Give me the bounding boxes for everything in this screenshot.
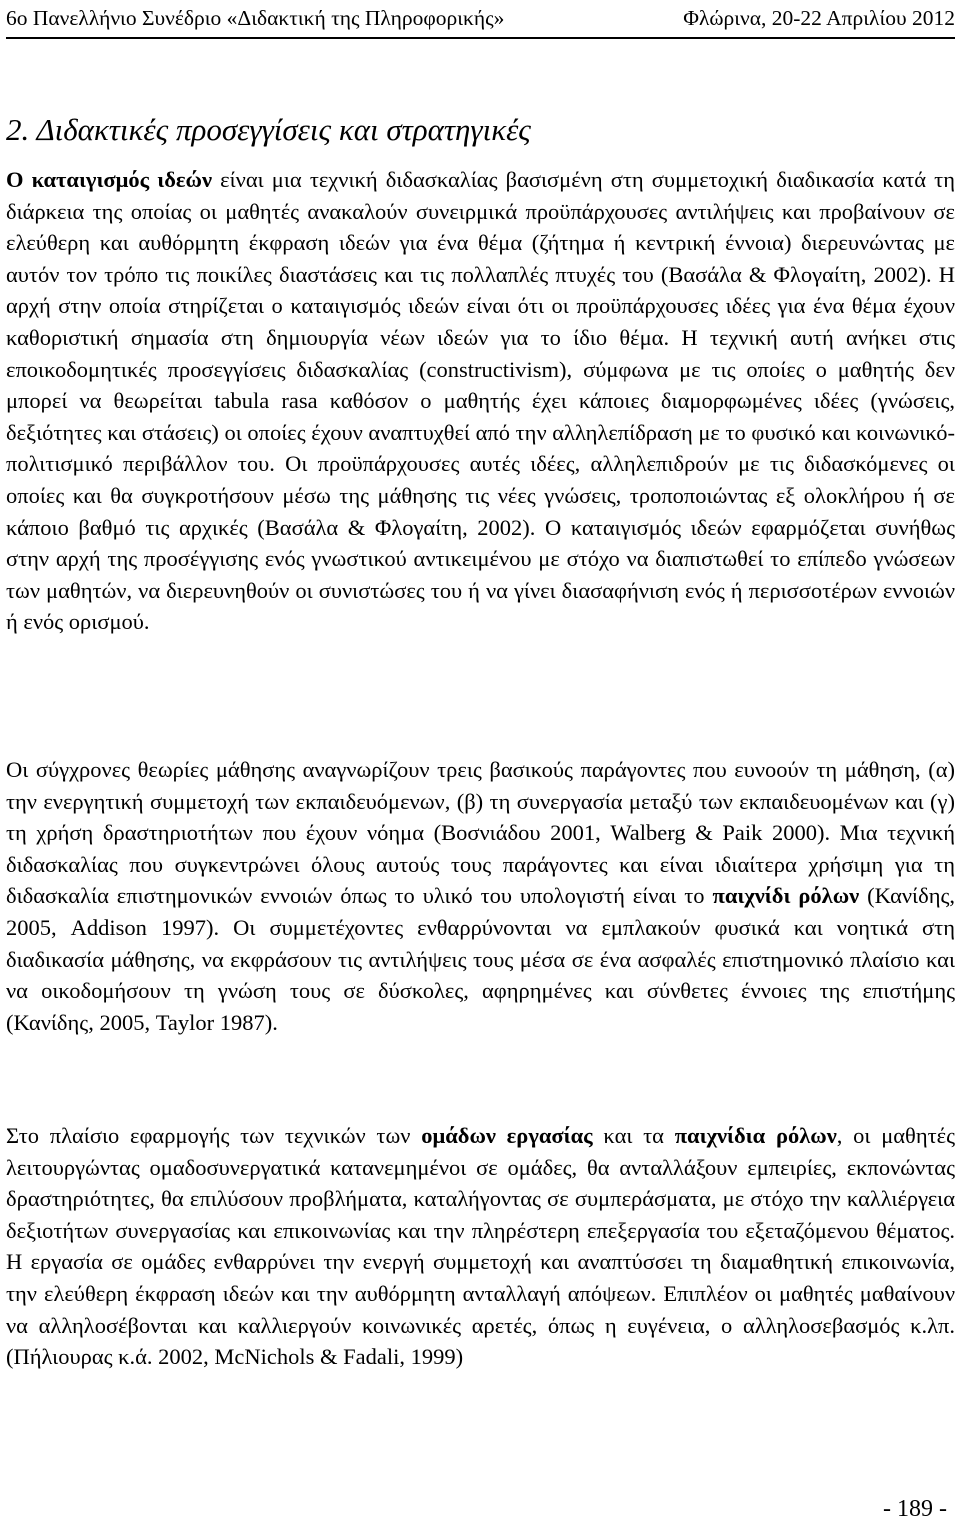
running-header: [6, 3, 955, 35]
page-number: - 189 -: [883, 1496, 947, 1522]
paragraph-text: (Κανίδης, 2005, Addison 1997). Οι συμμετέχοντες ενθαρρύνονται να εμπλακούν φυσικά και νοητικά στη διαδικασία μάθησης, να εκφράσουν τις αντιλήψεις τους μέσα σε ένα ασφαλές επιστημονικό πλαίσιο και να οικοδομήσουν τη γνώση τους σε δύσκολες, αφηρημένες και σύνθετες έννοιες της επιστήμης (Κανίδης, 2005, Taylor 1987).: [6, 883, 956, 1035]
paragraph-learning-theories: [6, 754, 955, 1038]
header-rule: [6, 37, 955, 39]
conference-location-date: Φλώρινα, 20-22 Απριλίου 2012: [683, 6, 955, 30]
bold-term: παιχνίδια ρόλων: [674, 1123, 837, 1148]
bold-term: παιχνίδι ρόλων: [712, 883, 860, 909]
paragraph-brainstorming: [6, 164, 955, 638]
bold-term: ομάδων εργασίας: [421, 1123, 593, 1148]
section-heading: 2. Διδακτικές προσεγγίσεις και στρατηγικές: [6, 112, 531, 147]
paragraph-text: , οι μαθητές λειτουργώντας ομαδοσυνεργατικά κατανεμημένοι σε ομάδες, θα ανταλλάξουν εμπειρίες, εκπονώντας δραστηριότητες, θα επιλύσουν προβλήματα, καταλήγοντας σε συμπεράσματα, με στόχο την καλλιέργεια δεξιοτήτων συνεργασίας και επικοινωνίας και την πληρέστερη επεξεργασία του εξεταζόμενου θέματος. Η εργασία σε ομάδες ενθαρρύνει την ενεργή συμμετοχή και αναπτύσσει τη διαμαθητική επικοινωνία, την ελεύθερη έκφραση ιδεών και την αυθόρμητη ανταλλαγή απόψεων. Επιπλέον οι μαθητές μαθαίνουν να αλληλοσέβονται και καλλιεργούν κοινωνικές αρετές, όπως η ευγένεια, ο αλληλοσεβασμός κ.λπ. (Πήλιουρας κ.ά. 2002, McNichols & Fadali, 1999): [6, 1123, 955, 1370]
paragraph-text: είναι μια τεχνική διδασκαλίας βασισμένη στη συμμετοχική διαδικασία κατά τη διάρκεια της οποίας οι μαθητές ανακαλούν συνειρμικά προϋπάρχουσες αντιλήψεις και προβαίνουν σε ελεύθερη και αυθόρμητη έκφραση ιδεών για ένα θέμα (ζήτημα ή κεντρική έννοια) διερευνώντας με αυτόν τον τρόπο τις ποικίλες διαστάσεις και τις πολλαπλές πτυχές του (Βασάλα & Φλογαίτη, 2002). Η αρχή στην οποία στηρίζεται ο καταιγισμός ιδεών είναι ότι οι προϋπάρχουσες ιδέες για ένα θέμα έχουν καθοριστική σημασία στη δημιουργία νέων ιδεών για το ίδιο θέμα. Η τεχνική αυτή ανήκει στις εποικοδομητικές προσεγγίσεις διδασκαλίας (constructivism), σύμφωνα με τις οποίες ο μαθητής δεν μπορεί να θεωρείται tabula rasa καθόσον ο μαθητής έχει κάποιες διαμορφωμένες ιδέες (γνώσεις, δεξιότητες και στάσεις) οι οποίες έχουν αναπτυχθεί από την αλληλεπίδραση με το φυσικό και κοινωνικό-πολιτισμικό περιβάλλον του. Οι προϋπάρχουσες αυτές ιδέες, αλληλεπιδρούν με τις διδασκόμενες οι οποίες και θα συγκροτήσουν μέσω της μάθησης τις νέες γνώσεις, τροποποιώντας εξ ολοκλήρου ή σε κάποιο βαθμό τις αρχικές (Βασάλα & Φλογαίτη, 2002). Ο καταιγισμός ιδεών εφαρμόζεται συνήθως στην αρχή της προσέγγισης ενός γνωστικού αντικειμένου με στόχο να διαπιστωθεί το επίπεδο γνώσεων των μαθητών, να διερευνηθούν οι συνιστώσες του ή να γίνει διασαφήνιση ενός ή περισσοτέρων εννοιών ή ενός ορισμού.: [6, 167, 955, 635]
paragraph-group-work: [6, 1120, 955, 1373]
paragraph-text: και τα: [592, 1123, 675, 1148]
paragraph-text: Οι σύγχρονες θεωρίες μάθησης αναγνωρίζουν τρεις βασικούς παράγοντες που ευνοούν τη μάθηση, (α) την ενεργητική συμμετοχή των εκπαιδευόμενων, (β) τη συνεργασία μεταξύ των εκπαιδευομένων και (γ) τη χρήση δραστηριοτήτων που έχουν νόημα (Βοσνιάδου 2001, Walberg & Paik 2000). Μια τεχνική διδασκαλίας που συγκεντρώνει όλους αυτούς τους παράγοντες και είναι ιδιαίτερα χρήσιμη για τη διδασκαλία επιστημονικών εννοιών όπως το υλικό του υπολογιστή είναι το: [6, 757, 955, 909]
conference-name: 6ο Πανελλήνιο Συνέδριο «Διδακτική της Πληροφορικής»: [6, 6, 505, 30]
document-page: [6, 0, 955, 1529]
bold-term: Ο καταιγισμός ιδεών: [6, 167, 213, 192]
paragraph-text: Στο πλαίσιο εφαρμογής των τεχνικών των: [6, 1123, 422, 1148]
